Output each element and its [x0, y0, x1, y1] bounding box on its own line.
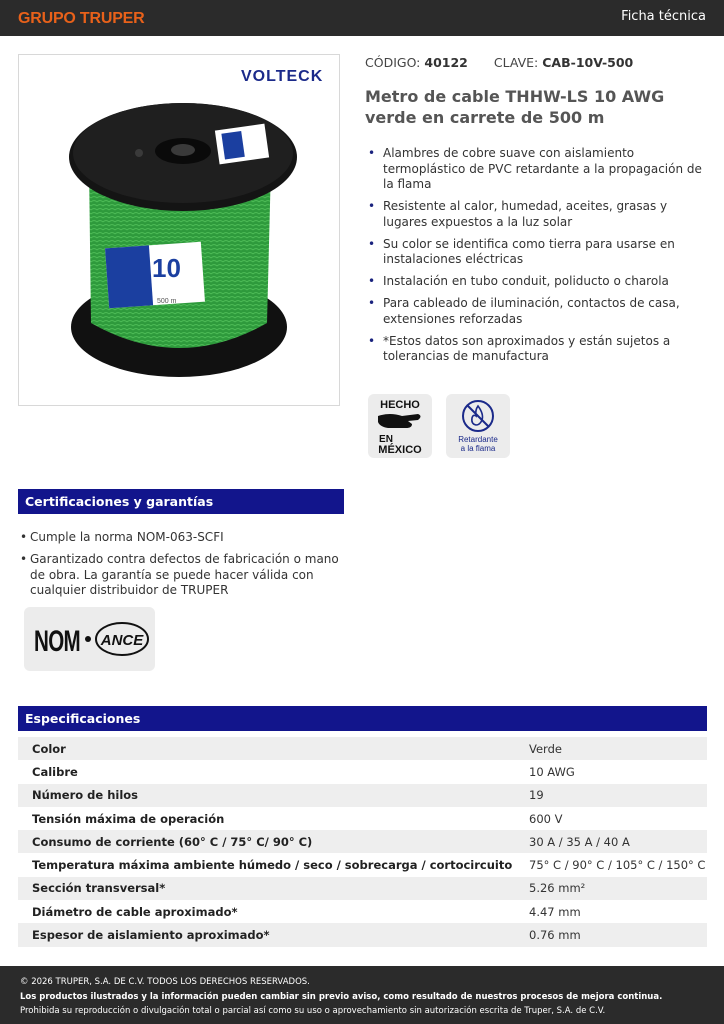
spec-label: Calibre	[32, 764, 78, 779]
cable-reel-image	[19, 55, 341, 407]
product-title: Metro de cable THHW-LS 10 AWG verde en carrete de 500 m	[365, 87, 665, 127]
label-gauge: 10	[152, 253, 181, 283]
svg-text:a la flama: a la flama	[460, 444, 496, 453]
code-value: 40122	[424, 55, 468, 70]
footer-notice: Los productos ilustrados y la información pueden cambiar sin previo aviso, como resultado de nuestros procesos de mejora continua.	[20, 991, 663, 1002]
table-row	[18, 877, 707, 900]
table-row	[18, 807, 707, 830]
footer-copyright: © 2026 TRUPER, S.A. DE C.V. TODOS LOS DERECHOS RESERVADOS.	[20, 977, 310, 987]
sheet-label: Ficha técnica	[621, 9, 706, 24]
spec-value: Verde	[514, 737, 707, 760]
spec-value: 75° C / 90° C / 105° C / 150° C	[529, 858, 706, 873]
svg-text:HECHO: HECHO	[380, 399, 420, 411]
spec-value: 19	[514, 784, 707, 807]
image-brand: VOLTECK	[241, 68, 324, 85]
table-row	[18, 760, 707, 783]
label-length: 500 m	[157, 298, 177, 305]
feature-item: • Alambres de cobre suave con aislamiento termoplástico de PVC retardante a la propagación de la flama	[365, 146, 707, 193]
svg-text:Retardante: Retardante	[458, 435, 498, 444]
table-row	[18, 900, 707, 923]
spec-value: 10 AWG	[529, 764, 575, 779]
feature-item: • Para cableado de iluminación, contactos de casa, extensiones reforzadas	[365, 296, 707, 327]
spec-label: Tensión máxima de operación	[32, 811, 225, 826]
specifications-heading: Especificaciones	[18, 706, 707, 731]
spec-label: Sección transversal*	[18, 877, 514, 900]
spec-label: Consumo de corriente (60° C / 75° C/ 90° C)	[18, 830, 514, 853]
flame-retardant-icon	[446, 394, 510, 458]
code-label: CÓDIGO:	[365, 55, 421, 70]
svg-text:EN: EN	[379, 434, 393, 445]
table-row	[18, 923, 707, 946]
spec-value: 600 V	[529, 811, 563, 826]
spec-label: Número de hilos	[18, 784, 514, 807]
made-in-mexico-badge	[368, 394, 432, 458]
svg-text:MÉXICO: MÉXICO	[378, 444, 422, 456]
spec-label: Temperatura máxima ambiente húmedo / seco / sobrecarga / cortocircuito	[32, 858, 513, 873]
table-row	[18, 830, 707, 853]
footer-prohibition: Prohibida su reproducción o divulgación total o parcial así como su uso o aprovechamiento sin autorización escrita de Truper, S.A. de C.V.	[20, 1006, 606, 1016]
spec-value: 5.26 mm²	[514, 877, 707, 900]
brand-logo: GRUPO TRUPER	[18, 10, 145, 27]
feature-list	[365, 146, 707, 371]
spec-value: 4.47 mm	[529, 904, 581, 919]
svg-text:NOM: NOM	[34, 625, 80, 658]
feature-item: • Instalación en tubo conduit, poliducto o charola	[365, 274, 707, 290]
spec-label: Color	[18, 737, 514, 760]
nom-ance-logo	[24, 607, 155, 671]
footer	[0, 966, 724, 1024]
svg-text:ANCE: ANCE	[100, 632, 144, 649]
flame-retardant-badge	[446, 394, 510, 458]
product-image-frame	[18, 54, 340, 406]
key-label: CLAVE:	[493, 55, 539, 70]
table-row	[18, 737, 707, 760]
feature-item: • *Estos datos son aproximados y están sujetos a tolerancias de manufactura	[365, 334, 707, 365]
feature-item: • Resistente al calor, humedad, aceites, grasas y lugares expuestos a la luz solar	[365, 199, 707, 230]
product-codes	[365, 55, 633, 70]
certification-list	[20, 530, 340, 605]
mexico-hand-icon	[368, 394, 432, 458]
certifications-heading: Certificaciones y garantías	[18, 489, 344, 514]
certification-item: • Cumple la norma NOM-063-SCFI	[20, 530, 340, 546]
feature-item: • Su color se identifica como tierra para usarse en instalaciones eléctricas	[365, 237, 707, 268]
table-row	[18, 784, 707, 807]
spec-label: Diámetro de cable aproximado*	[32, 904, 238, 919]
spec-table	[18, 737, 707, 947]
spec-value: 0.76 mm	[514, 923, 707, 946]
top-bar	[0, 0, 724, 36]
spec-label: Espesor de aislamiento aproximado*	[18, 923, 514, 946]
key-value: CAB-10V-500	[542, 55, 634, 70]
table-row	[18, 853, 707, 876]
certification-item: • Garantizado contra defectos de fabricación o mano de obra. La garantía se puede hacer válida con cualquier distribuidor de TRUPER	[20, 552, 340, 599]
spec-value: 30 A / 35 A / 40 A	[514, 830, 707, 853]
